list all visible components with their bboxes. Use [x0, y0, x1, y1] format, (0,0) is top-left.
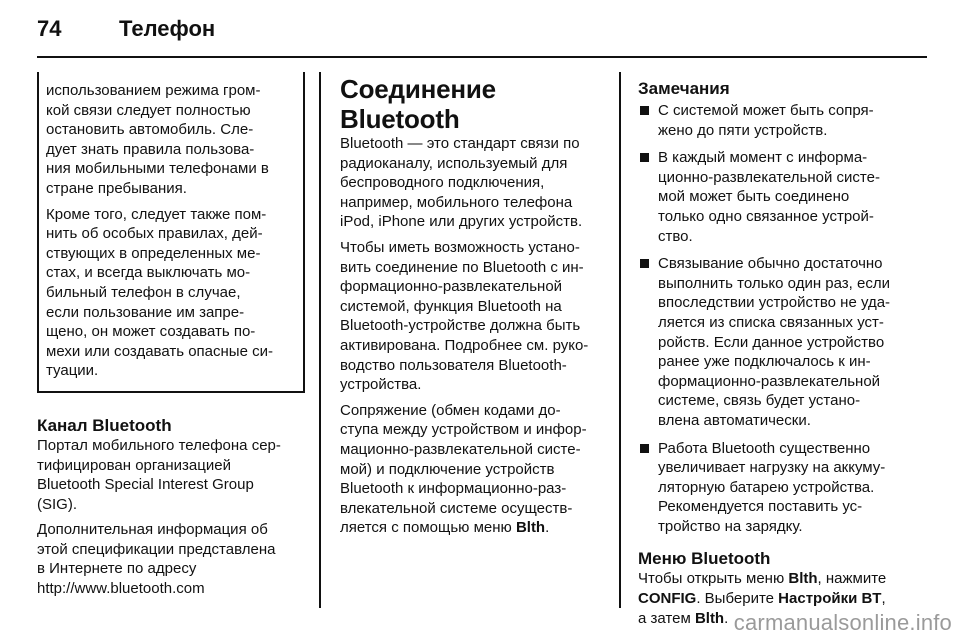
warning-paragraph: использованием режима гром- кой связи следует полностью остановить автомобиль. Сле- дует знать правила пользова- ния мобильными телефонами в стране пребывания. — [46, 82, 269, 197]
square-bullet-icon — [640, 106, 649, 115]
menu-text: , а затем — [638, 590, 886, 627]
menu-key-blth: Blth — [515, 519, 546, 537]
list-item-text: С системой может быть сопря- жено до пяти устройств. — [658, 102, 874, 139]
channel-paragraph: Дополнительная информация об этой спецификации представлена в Интернете по адресу http://www.bluetooth.com — [37, 521, 276, 598]
column-middle — [340, 72, 606, 544]
warning-box — [37, 72, 305, 393]
list-item — [638, 439, 930, 537]
notes-heading: Замечания — [638, 79, 730, 98]
bluetooth-connection-heading: Соединение Bluetooth — [340, 74, 496, 134]
menu-key-bt-settings: Настройки BT — [778, 590, 882, 608]
list-item-text: Связывание обычно достаточно выполнить только один раз, если впоследствии устройство не уда- ляется из списка связанных уст- ройств. Если данное устройство ранее уже подключалось к ин- формационно-развлекательной системе, связь будет устано- влена автоматически. — [658, 255, 891, 429]
menu-text: , нажмите — [817, 570, 887, 588]
menu-text: . — [724, 609, 729, 627]
pairing-paragraph — [340, 401, 606, 538]
column-right — [638, 72, 930, 634]
square-bullet-icon — [640, 444, 649, 453]
channel-heading: Канал Bluetooth — [37, 415, 172, 435]
notes-list — [638, 101, 930, 536]
square-bullet-icon — [640, 259, 649, 268]
menu-text: Чтобы открыть меню — [638, 570, 789, 588]
column-divider-right — [619, 72, 621, 608]
menu-key-blth: Blth — [694, 609, 725, 627]
channel-paragraph: Портал мобильного телефона сер- тифицирован организацией Bluetooth Special Interest Group (SIG). — [37, 436, 281, 513]
header-rule — [37, 56, 927, 58]
list-item — [638, 148, 930, 246]
warning-paragraph: Кроме того, следует также пом- нить об особых правилах, дей- ствующих в определенных ме- стах, и всегда выключать мо- бильный телефон в случае, если пользование им запре- щено, он может создавать по- мехи или создавать опасные си- туации. — [46, 205, 273, 380]
menu-key-blth: Blth — [788, 570, 818, 588]
square-bullet-icon — [640, 153, 649, 162]
watermark: carmanualsonline.info — [733, 610, 952, 635]
section-title: Телефон — [119, 16, 216, 41]
menu-key-config: CONFIG — [638, 590, 697, 608]
bluetooth-menu-heading: Меню Bluetooth — [638, 549, 771, 569]
list-item-text: В каждый момент с информа- ционно-развлекательной систе- мой может быть соединено только одно связанное устрой- ство. — [658, 149, 880, 245]
list-item — [638, 254, 930, 430]
body-paragraph: Чтобы иметь возможность устано- вить соединение по Bluetooth с ин- формационно-развлекательной системой, функция Bluetooth на Bluetooth-устройстве должна быть активирована. Подробнее см. руко- водство пользователя Bluetooth- устройства. — [340, 238, 589, 394]
pairing-end: . — [545, 519, 550, 537]
list-item-text: Работа Bluetooth существенно увеличивает нагрузку на аккуму- ляторную батарею устройства. Рекомендуется поставить ус- тройство на зарядку. — [658, 439, 886, 535]
page-header — [37, 14, 927, 56]
body-paragraph: Bluetooth — это стандарт связи по радиоканалу, используемый для беспроводного подключения, например, мобильного телефона iPod, iPhone или других устройств. — [340, 135, 583, 231]
list-item — [638, 101, 930, 140]
page-number: 74 — [37, 16, 62, 41]
menu-text: . Выберите — [696, 590, 779, 608]
column-left — [37, 72, 305, 605]
column-divider-left — [319, 72, 321, 608]
pairing-text: Сопряжение (обмен кодами до- ступа между устройством и инфор- мационно-развлекательной систе- мой) и подключение устройств Bluetooth к информационно-раз- влекательной системе осуществ- ляется с помощью меню — [340, 401, 587, 537]
